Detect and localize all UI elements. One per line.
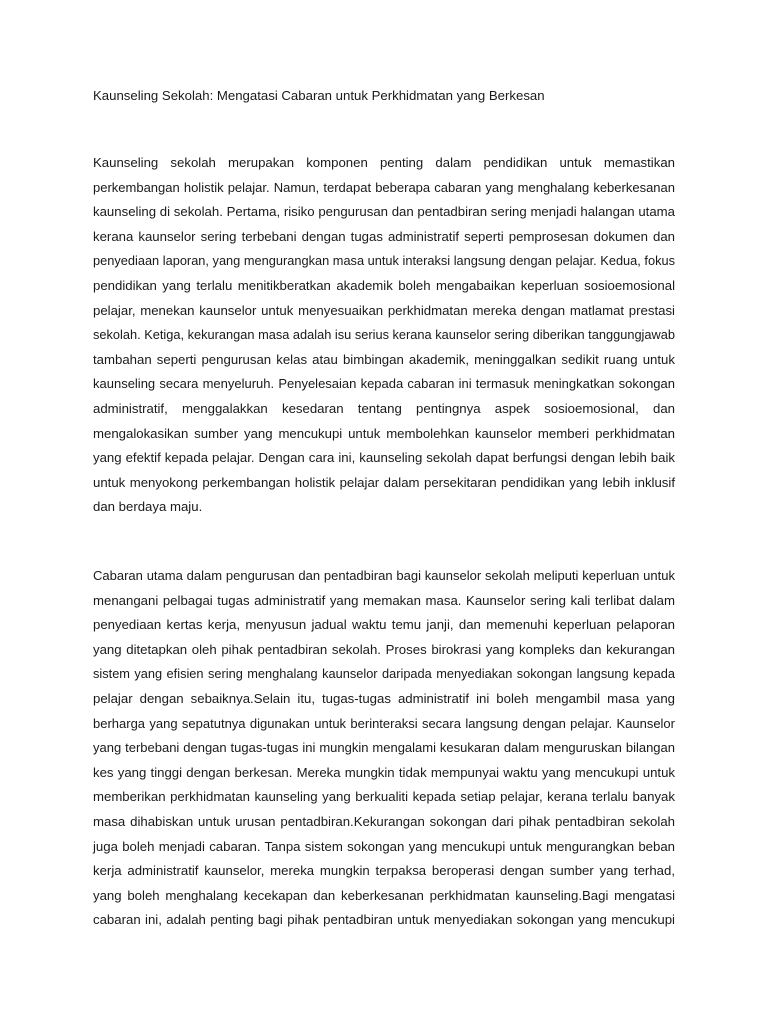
paragraph-line: sekolah. Ketiga, kekurangan masa adalah isu serius kerana kaunselor sering diberikan tanggungjawab (93, 327, 675, 343)
paragraph-line: yang efektif kepada pelajar. Dengan cara ini, kaunseling sekolah dapat berfungsi dengan lebih baik (93, 450, 675, 466)
paragraph-line: pendidikan yang terlalu menitikberatkan akademik boleh mengabaikan keperluan sosioemosional (93, 277, 675, 293)
paragraph-line: juga boleh menjadi cabaran. Tanpa sistem sokongan yang mencukupi untuk mengurangkan beban (93, 838, 675, 854)
paragraph-line: cabaran ini, adalah penting bagi pihak pentadbiran untuk menyediakan sokongan yang mencukupi (93, 912, 675, 928)
paragraph-1 (93, 151, 675, 520)
paragraph-line: kes yang tinggi dengan berkesan. Mereka mungkin tidak mempunyai waktu yang mencukupi untuk (93, 764, 675, 780)
paragraph-line: kerja administratif kaunselor, mereka mungkin terpaksa beroperasi dengan sumber yang terhad, (93, 863, 675, 879)
paragraph-line: Kaunseling sekolah merupakan komponen penting dalam pendidikan untuk memastikan (93, 155, 675, 170)
paragraph-line: masa dihabiskan untuk urusan pentadbiran.Kekurangan sokongan dari pihak pentadbiran sekolah (93, 813, 675, 829)
paragraph-line: kaunseling secara menyeluruh. Penyelesaian kepada cabaran ini termasuk meningkatkan sokongan (93, 376, 675, 392)
paragraph-line: Cabaran utama dalam pengurusan dan pentadbiran bagi kaunselor sekolah meliputi keperluan untuk (93, 568, 675, 583)
paragraph-line: yang boleh menghalang kecekapan dan keberkesanan perkhidmatan kaunseling.Bagi mengatasi (93, 887, 675, 903)
paragraph-line: pelajar, menekan kaunselor untuk menyesuaikan perkhidmatan mereka dengan matlamat prestasi (93, 302, 675, 318)
paragraph-line: menangani pelbagai tugas administratif yang memakan masa. Kaunselor sering kali terlibat dalam (93, 592, 675, 608)
paragraph-line: untuk menyokong perkembangan holistik pelajar dalam persekitaran pendidikan yang lebih inklusif (93, 474, 675, 490)
paragraph-line: penyediaan laporan, yang mengurangkan masa untuk interaksi langsung dengan pelajar. Kedua, fokus (93, 253, 675, 269)
paragraph-line: dan berdaya maju. (93, 499, 203, 515)
paragraph-line: pelajar dengan sebaiknya.Selain itu, tugas-tugas administratif ini boleh mengambil masa yang (93, 690, 675, 706)
paragraph-2 (93, 564, 675, 933)
paragraph-line: perkembangan holistik pelajar. Namun, terdapat beberapa cabaran yang menghalang keberkesanan (93, 179, 675, 195)
document-title: Kaunseling Sekolah: Mengatasi Cabaran untuk Perkhidmatan yang Berkesan (93, 88, 545, 103)
paragraph-line: kaunseling di sekolah. Pertama, risiko pengurusan dan pentadbiran sering menjadi halangan utama (93, 204, 675, 220)
paragraph-line: mengalokasikan sumber yang mencukupi untuk membolehkan kaunselor memberi perkhidmatan (93, 425, 675, 441)
paragraph-line: sistem yang efisien sering menghalang kaunselor daripada menyediakan sokongan langsung kepada (93, 666, 675, 682)
paragraph-line: administratif, menggalakkan kesedaran tentang pentingnya aspek sosioemosional, dan (93, 400, 675, 416)
paragraph-line: yang ditetapkan oleh pihak pentadbiran sekolah. Proses birokrasi yang kompleks dan kekurangan (93, 641, 675, 657)
paragraph-line: yang terbebani dengan tugas-tugas ini mungkin mengalami kesukaran dalam menguruskan bilangan (93, 740, 675, 756)
paragraph-line: penyediaan kertas kerja, menyusun jadual waktu temu janji, dan memenuhi keperluan pelaporan (93, 617, 675, 633)
paragraph-line: memberikan perkhidmatan kaunseling yang berkualiti kepada setiap pelajar, kerana terlalu banyak (93, 789, 675, 805)
paragraph-line: tambahan seperti pengurusan kelas atau bimbingan akademik, meninggalkan sedikit ruang untuk (93, 351, 675, 367)
paragraph-line: kerana kaunselor sering terbebani dengan tugas administratif seperti pemprosesan dokumen dan (93, 228, 675, 244)
paragraph-line: berharga yang sepatutnya digunakan untuk berinteraksi secara langsung dengan pelajar. Kaunselor (93, 715, 675, 731)
